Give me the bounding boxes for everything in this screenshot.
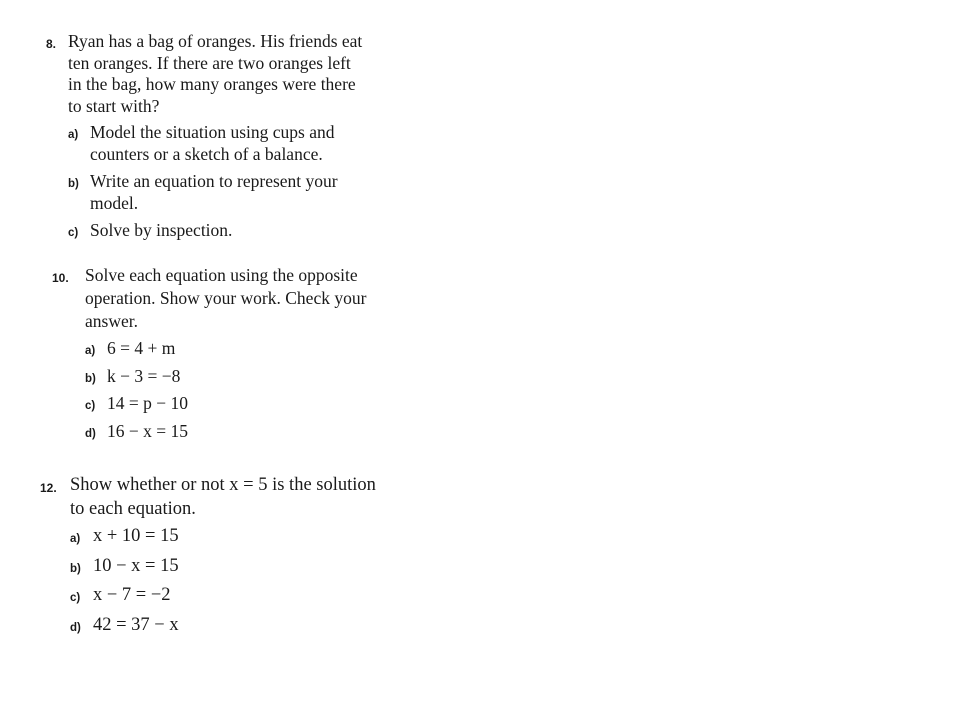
stem-line: Show whether or not x = 5 is the solution	[70, 475, 376, 495]
equation: x + 10 = 15	[93, 526, 179, 546]
part-line: Write an equation to represent your	[90, 171, 338, 191]
part-label: a)	[70, 533, 81, 545]
part-label: d)	[85, 427, 96, 440]
equation: k − 3 = −8	[107, 365, 181, 386]
problem-stem	[46, 31, 426, 117]
part-label: d)	[70, 621, 81, 634]
part-label: b)	[70, 562, 81, 575]
problem-part-c	[52, 393, 432, 415]
part-label: c)	[70, 592, 81, 604]
part-label: b)	[68, 178, 79, 190]
problem-stem	[52, 264, 432, 333]
stem-line: in the bag, how many oranges were there	[68, 74, 356, 94]
part-label: b)	[85, 372, 96, 385]
part-label: a)	[85, 345, 96, 357]
problem-part-a	[52, 338, 432, 360]
problem-part-d	[52, 421, 432, 443]
part-line: model.	[90, 192, 139, 213]
problem-stem	[40, 473, 460, 521]
problem-part-a	[46, 122, 426, 165]
stem-line: Solve each equation using the opposite	[85, 265, 358, 285]
part-line: counters or a sketch of a balance.	[90, 143, 323, 164]
problem-8	[46, 31, 426, 248]
part-label: c)	[68, 227, 79, 239]
equation: 10 − x = 15	[93, 555, 179, 576]
problem-12	[40, 473, 460, 644]
equation: 14 = p − 10	[107, 393, 188, 413]
problem-number: 10.	[52, 271, 69, 285]
problem-part-b	[40, 556, 460, 578]
problem-part-b	[46, 171, 426, 214]
problem-10	[52, 264, 432, 448]
part-line: Solve by inspection.	[90, 220, 233, 240]
stem-line: answer.	[85, 311, 138, 331]
equation: 42 = 37 − x	[93, 614, 179, 635]
problem-number: 8.	[46, 37, 57, 51]
problem-part-a	[40, 526, 460, 548]
problem-part-b	[52, 366, 432, 388]
stem-line: Ryan has a bag of oranges. His friends eat	[68, 31, 363, 51]
stem-line: to each equation.	[70, 499, 196, 519]
problem-part-d	[40, 615, 460, 637]
stem-line: to start with?	[68, 95, 160, 116]
stem-line: ten oranges. If there are two oranges left	[68, 52, 351, 73]
equation: 6 = 4 + m	[107, 338, 176, 358]
equation: 16 − x = 15	[107, 420, 188, 441]
equation: x − 7 = −2	[93, 585, 171, 605]
part-label: c)	[85, 400, 96, 412]
problem-part-c	[46, 220, 426, 242]
stem-line: operation. Show your work. Check your	[85, 288, 367, 308]
problem-part-c	[40, 585, 460, 607]
problem-number: 12.	[40, 481, 57, 495]
part-line: Model the situation using cups and	[90, 122, 335, 142]
part-label: a)	[68, 129, 79, 141]
